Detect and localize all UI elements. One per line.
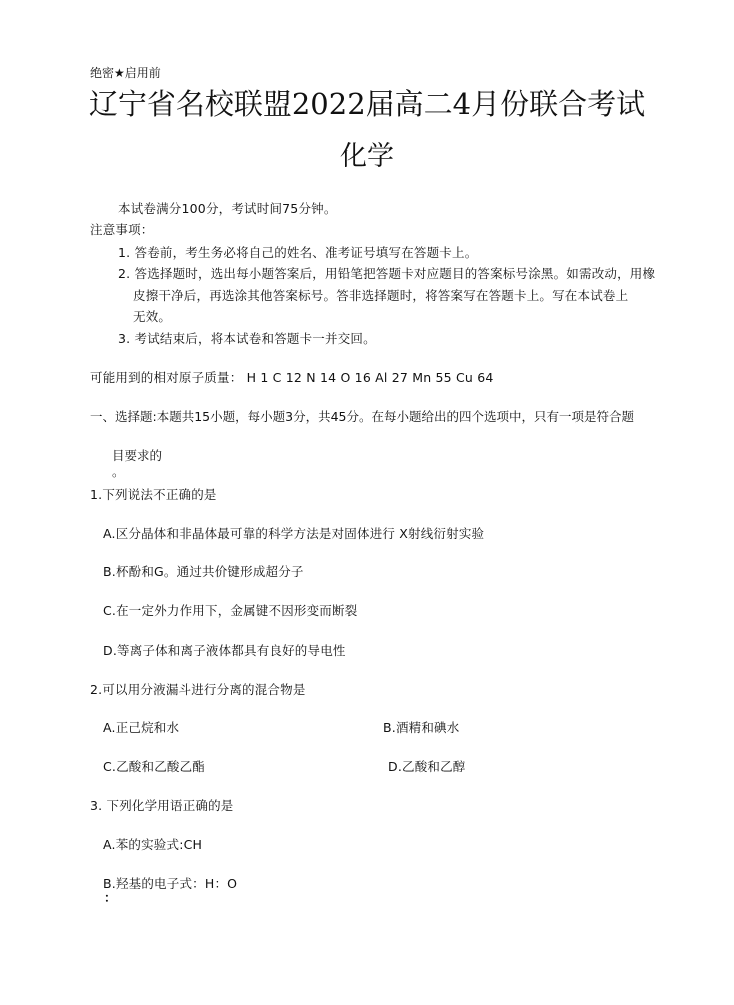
question-3-stem: 3. 下列化学用语正确的是 [90, 798, 234, 813]
exam-subject: 化学 [340, 141, 394, 172]
notice-label: 注意事项： [90, 222, 154, 237]
question-1-option-a: A.区分晶体和非晶体最可靠的科学方法是对固体进行 X射线衍射实验 [103, 526, 485, 541]
section-heading-cont: 目要求的 [112, 448, 163, 463]
question-2-option-b: B.酒精和碘水 [383, 720, 460, 735]
question-1-option-c: C.在一定外力作用下，金属键不因形变而断裂 [103, 603, 358, 618]
note-3: 3. 考试结束后，将本试卷和答题卡一并交回。 [118, 331, 376, 346]
section-heading-period: 。 [112, 464, 125, 479]
atomic-mass-line: 可能用到的相对原子质量： H 1 C 12 N 14 O 16 Al 27 Mn 55 Cu 64 [90, 370, 494, 385]
question-1-option-b: B.杯酚和G。通过共价键形成超分子 [103, 564, 304, 579]
note-2: 2. 答选择题时，选出每小题答案后，用铅笔把答题卡对应题目的答案标号涂黑。如需改动，用橡 [118, 266, 656, 281]
question-2-option-d: D.乙酸和乙醇 [388, 759, 466, 774]
question-3-option-a: A.苯的实验式:CH [103, 837, 203, 852]
question-2-option-a: A.正己烷和水 [103, 720, 180, 735]
score-time-line: 本试卷满分100分，考试时间75分钟。 [118, 201, 337, 216]
exam-title: 辽宁省名校联盟2022届高二4月份联合考试 [88, 87, 646, 121]
note-1: 1. 答卷前，考生务必将自己的姓名、准考证号填写在答题卡上。 [118, 245, 478, 260]
question-2-stem: 2.可以用分液漏斗进行分离的混合物是 [90, 682, 306, 697]
question-2-option-c: C.乙酸和乙酸乙酯 [103, 759, 206, 774]
question-3-option-b-dots: ： [104, 890, 117, 905]
note-2-cont: 皮擦干净后，再选涂其他答案标号。答非选择题时，将答案写在答题卡上。写在本试卷上 [133, 288, 629, 303]
question-3-option-b: B.羟基的电子式：H：O [103, 876, 238, 891]
question-1-option-d: D.等离子体和离子液体都具有良好的导电性 [103, 643, 346, 658]
section-heading: 一、选择题:本题共15小题，每小题3分，共45分。在每小题给出的四个选项中，只有一项是符合题 [90, 409, 634, 424]
confidential-mark: 绝密★启用前 [90, 66, 161, 80]
note-2-end: 无效。 [133, 309, 172, 324]
question-1-stem: 1.下列说法不正确的是 [90, 487, 217, 502]
